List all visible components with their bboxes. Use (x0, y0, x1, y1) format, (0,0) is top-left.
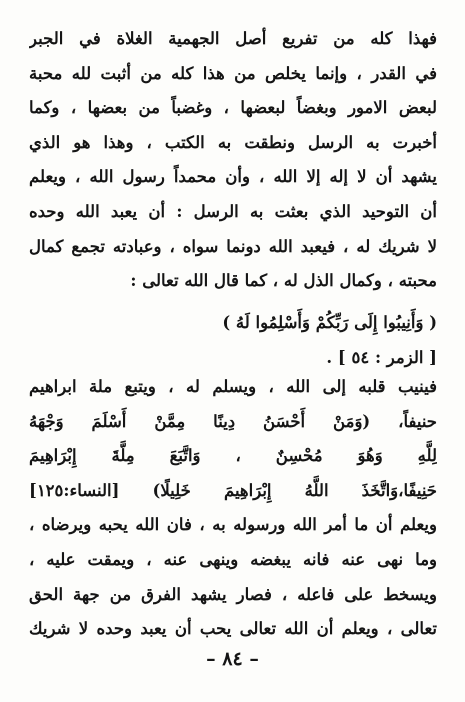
text-line: ويسخط على فاعله ، فصار يشهد الفرق من جهة الحق (29, 584, 437, 604)
text-line: فهذا كله من تفريع أصل الجهمية الغلاة في الجبر (29, 29, 437, 48)
text-line: فينيب قلبه إلى الله ، ويسلم له ، ويتبع ملة ابراهيم (29, 377, 437, 396)
paragraph-2 (29, 370, 437, 647)
text-line: لِلَّهِ وَهُوَ مُحْسِنٌ ، وَاتَّبَعَ مِلَّةَ إِبْرَاهِيمَ (29, 446, 437, 466)
text-line: ويعلم أن ما أمر الله ورسوله به ، فان الله يحبه ويرضاه ، (29, 515, 437, 535)
verse-reference: [ الزمر : ٥٤ ] . (326, 347, 437, 367)
text-line: حَنِيفًا،وَاتَّخَذَ اللَّهُ إِبْرَاهِيمَ خَلِيلًا) [النساء:١٢٥] (29, 480, 437, 500)
text-line: لبعض الامور وبغضاً لبعضها ، وغضباً من بعضها ، وكما (29, 98, 437, 118)
text-line: محبته ، وكمال الذل له ، كما قال الله تعالى : (130, 271, 437, 291)
quran-quote (29, 306, 437, 375)
text-line: تعالى ، ويعلم أن الله تعالى يحب أن يعبد وحده لا شريك (29, 619, 437, 639)
page-number: – ٨٤ – (206, 648, 259, 670)
text-line: أن التوحيد الذي بعثت به الرسل : أن يعبد الله وحده (29, 201, 437, 221)
text-line: وما نهى عنه فانه يبغضه وينهى عنه ، ويمقت عليه ، (29, 549, 437, 569)
text-line: أخبرت به الرسل ونطقت به الكتب ، وهذا هو الذي (29, 132, 437, 152)
quran-verse-line: ( وَأَنِيبُوا إِلَى رَبِّكُمْ وَأَسْلِمُوا لَهُ ) (222, 313, 437, 332)
text-line: يشهد أن لا إله إلا الله ، وأن محمداً رسول الله ، ويعلم (29, 167, 437, 187)
text-line: في القدر ، وإنما يخلص من هذا كله من أثبت لله محبة (29, 63, 437, 83)
text-line: حنيفاً، (وَمَنْ أَحْسَنُ دِينًا مِمَّنْ أَسْلَمَ وَجْهَهُ (29, 411, 437, 431)
text-line: لا شريك له ، فيعبد الله دونما سواه ، وعبادته تجمع كمال (29, 236, 437, 256)
paragraph-1 (29, 22, 437, 299)
